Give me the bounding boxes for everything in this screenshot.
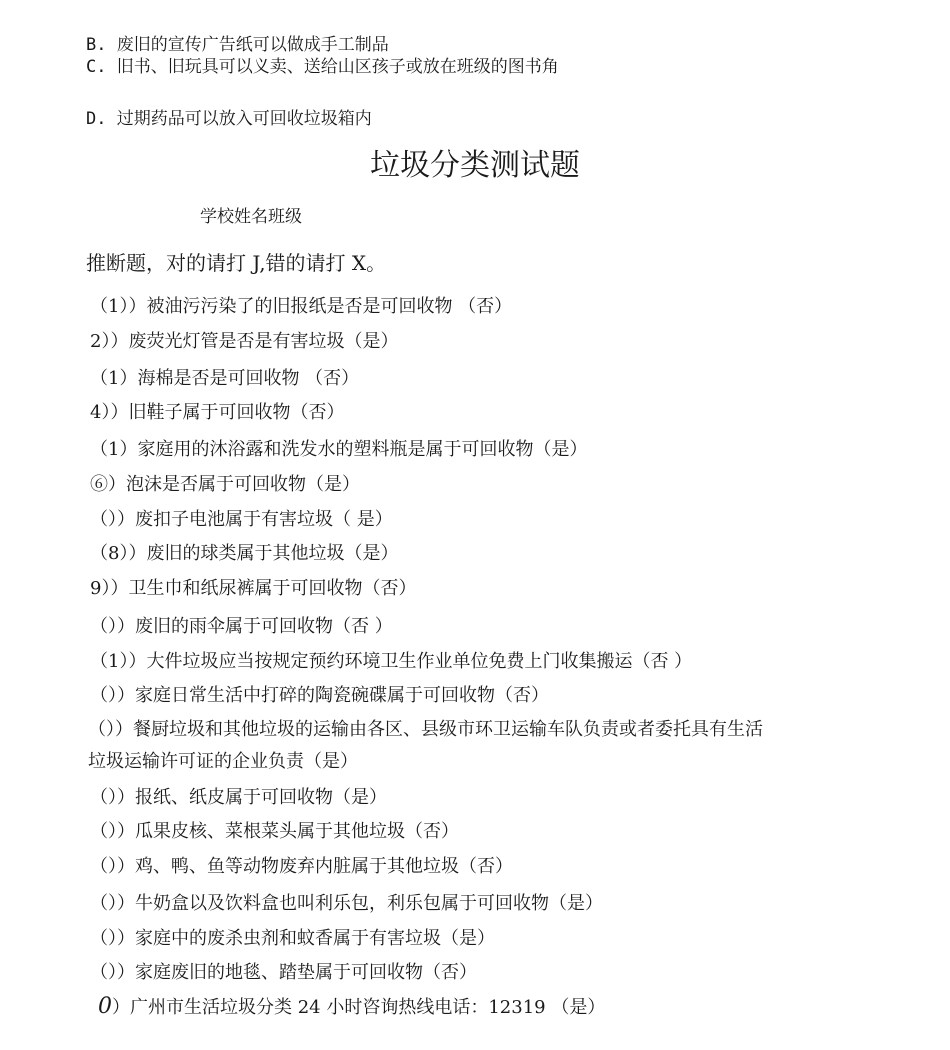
question-20-text: ）广州市生活垃圾分类 24 小时咨询热线电话：12319 （是） xyxy=(112,997,606,1018)
instruction: 推断题，对的请打 J,错的请打 X。 xyxy=(86,251,387,275)
question-9: 9））卫生巾和纸尿裤属于可回收物（否） xyxy=(90,578,417,599)
question-16: （））鸡、鸭、鱼等动物废弃内脏属于其他垃圾（否） xyxy=(90,856,513,877)
question-6: ⑥）泡沫是否属于可回收物（是） xyxy=(90,474,360,495)
question-10: （））废旧的雨伞属于可回收物（否 ） xyxy=(90,616,393,637)
question-17: （））牛奶盒以及饮料盒也叫利乐包，利乐包属于可回收物（是） xyxy=(90,893,603,914)
question-15: （））瓜果皮核、菜根菜头属于其他垃圾（否） xyxy=(90,821,459,842)
question-20 xyxy=(98,995,605,1020)
question-7: （））废扣子电池属于有害垃圾（ 是） xyxy=(90,509,393,530)
question-12: （））家庭日常生活中打碎的陶瓷碗碟属于可回收物（否） xyxy=(90,685,549,706)
question-2: 2））废荧光灯管是否是有害垃圾（是） xyxy=(90,331,399,352)
question-8: （8））废旧的球类属于其他垃圾（是） xyxy=(90,543,399,564)
page-title: 垃圾分类测试题 xyxy=(370,148,580,183)
option-b: B. 废旧的宣传广告纸可以做成手工制品 xyxy=(86,35,389,55)
option-c: C. 旧书、旧玩具可以义卖、送给山区孩子或放在班级的图书角 xyxy=(86,57,559,77)
question-14: （））报纸、纸皮属于可回收物（是） xyxy=(90,787,387,808)
question-13: （））餐厨垃圾和其他垃圾的运输由各区、县级市环卫运输车队负责或者委托具有生活垃圾运输许可证的企业负责（是） xyxy=(88,719,763,772)
question-18: （））家庭中的废杀虫剂和蚊香属于有害垃圾（是） xyxy=(90,928,495,949)
question-4: 4））旧鞋子属于可回收物（否） xyxy=(90,402,345,423)
question-1: （1））被油污污染了的旧报纸是否是可回收物 （否） xyxy=(90,296,513,317)
question-11: （1））大件垃圾应当按规定预约环境卫生作业单位免费上门收集搬运（否 ） xyxy=(90,651,693,672)
question-5: （1）家庭用的沐浴露和洗发水的塑料瓶是属于可回收物（是） xyxy=(90,439,588,460)
question-19: （））家庭废旧的地毯、踏垫属于可回收物（否） xyxy=(90,962,477,983)
question-3: （1）海棉是否是可回收物 （否） xyxy=(90,368,360,389)
question-20-number: 0 xyxy=(98,994,112,1019)
school-name-class-line: 学校姓名班级 xyxy=(200,207,302,227)
option-d: D. 过期药品可以放入可回收垃圾箱内 xyxy=(86,109,372,129)
